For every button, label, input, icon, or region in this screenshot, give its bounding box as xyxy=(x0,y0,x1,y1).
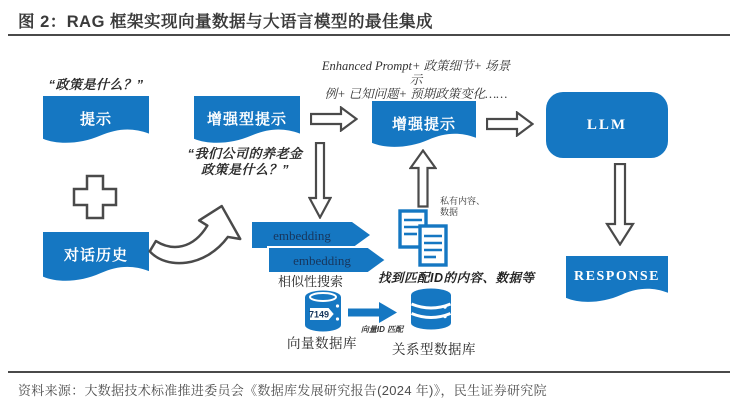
enhanced-prompt-annotation-line1: Enhanced Prompt+ 政策细节+ 场景示 xyxy=(321,59,511,87)
augmented-prompt-type-banner xyxy=(194,96,300,144)
relational-database-icon xyxy=(408,287,454,331)
policy-question-quote: “政策是什么？” xyxy=(48,77,144,92)
enhanced-prompt-annotation xyxy=(316,59,516,101)
dialog-history-banner xyxy=(43,232,149,282)
embedding-arrow-1-label: embedding xyxy=(273,228,331,243)
relational-db-label: 关系型数据库 xyxy=(392,342,476,357)
enhanced-prompt-annotation-line2: 例+ 已知问题+ 预期政策变化…… xyxy=(324,87,508,101)
response-banner xyxy=(566,256,668,303)
private-content-line2: 数据 xyxy=(440,207,459,217)
dialog-history-banner-label: 对话历史 xyxy=(63,247,128,264)
prompt-banner-label: 提示 xyxy=(79,111,112,128)
page-title: 图 2：RAG 框架实现向量数据与大语言模型的最佳集成 xyxy=(18,13,434,31)
arrow-right-icon xyxy=(310,106,358,132)
enhanced-prompt-banner-label: 增强提示 xyxy=(391,116,456,133)
source-note: 资料来源：大数据技术标准推进委员会《数据库发展研究报告(2024 年)》，民生证券研究院 xyxy=(18,383,547,398)
arrow-up-icon xyxy=(409,149,437,208)
plus-icon xyxy=(72,174,118,220)
pension-question-line2: 政策是什么？” xyxy=(200,162,289,177)
private-content-label xyxy=(440,196,488,218)
footer-divider xyxy=(8,371,730,373)
vector-id-match-label: 向量ID 匹配 xyxy=(360,325,404,334)
matched-content-label: 找到匹配ID的内容、数据等 xyxy=(378,271,535,285)
vector-db-tag: 7149 xyxy=(308,309,330,320)
vector-database-icon xyxy=(301,289,345,335)
pension-question-quote xyxy=(178,146,312,178)
curved-arrow-icon xyxy=(146,204,244,276)
arrow-down-icon xyxy=(308,142,332,219)
augmented-prompt-type-banner-label: 增强型提示 xyxy=(206,111,287,128)
embedding-arrow-2-label: embedding xyxy=(293,253,351,268)
vector-db-label: 向量数据库 xyxy=(287,336,357,351)
prompt-banner xyxy=(43,96,149,144)
title-divider xyxy=(8,34,730,36)
private-content-line1: 私有内容、 xyxy=(440,196,486,206)
blue-arrow-right-icon xyxy=(348,302,398,323)
llm-box: LLM xyxy=(546,92,668,158)
arrow-right-icon xyxy=(486,111,534,137)
documents-icon xyxy=(395,209,453,269)
pension-question-line1: “我们公司的养老金 xyxy=(187,146,303,161)
embedding-arrows-icon xyxy=(252,221,400,274)
arrow-down-icon xyxy=(605,163,635,246)
response-banner-label: RESPONSE xyxy=(574,269,660,284)
enhanced-prompt-banner xyxy=(372,101,476,148)
similarity-search-label: 相似性搜索 xyxy=(278,274,344,289)
